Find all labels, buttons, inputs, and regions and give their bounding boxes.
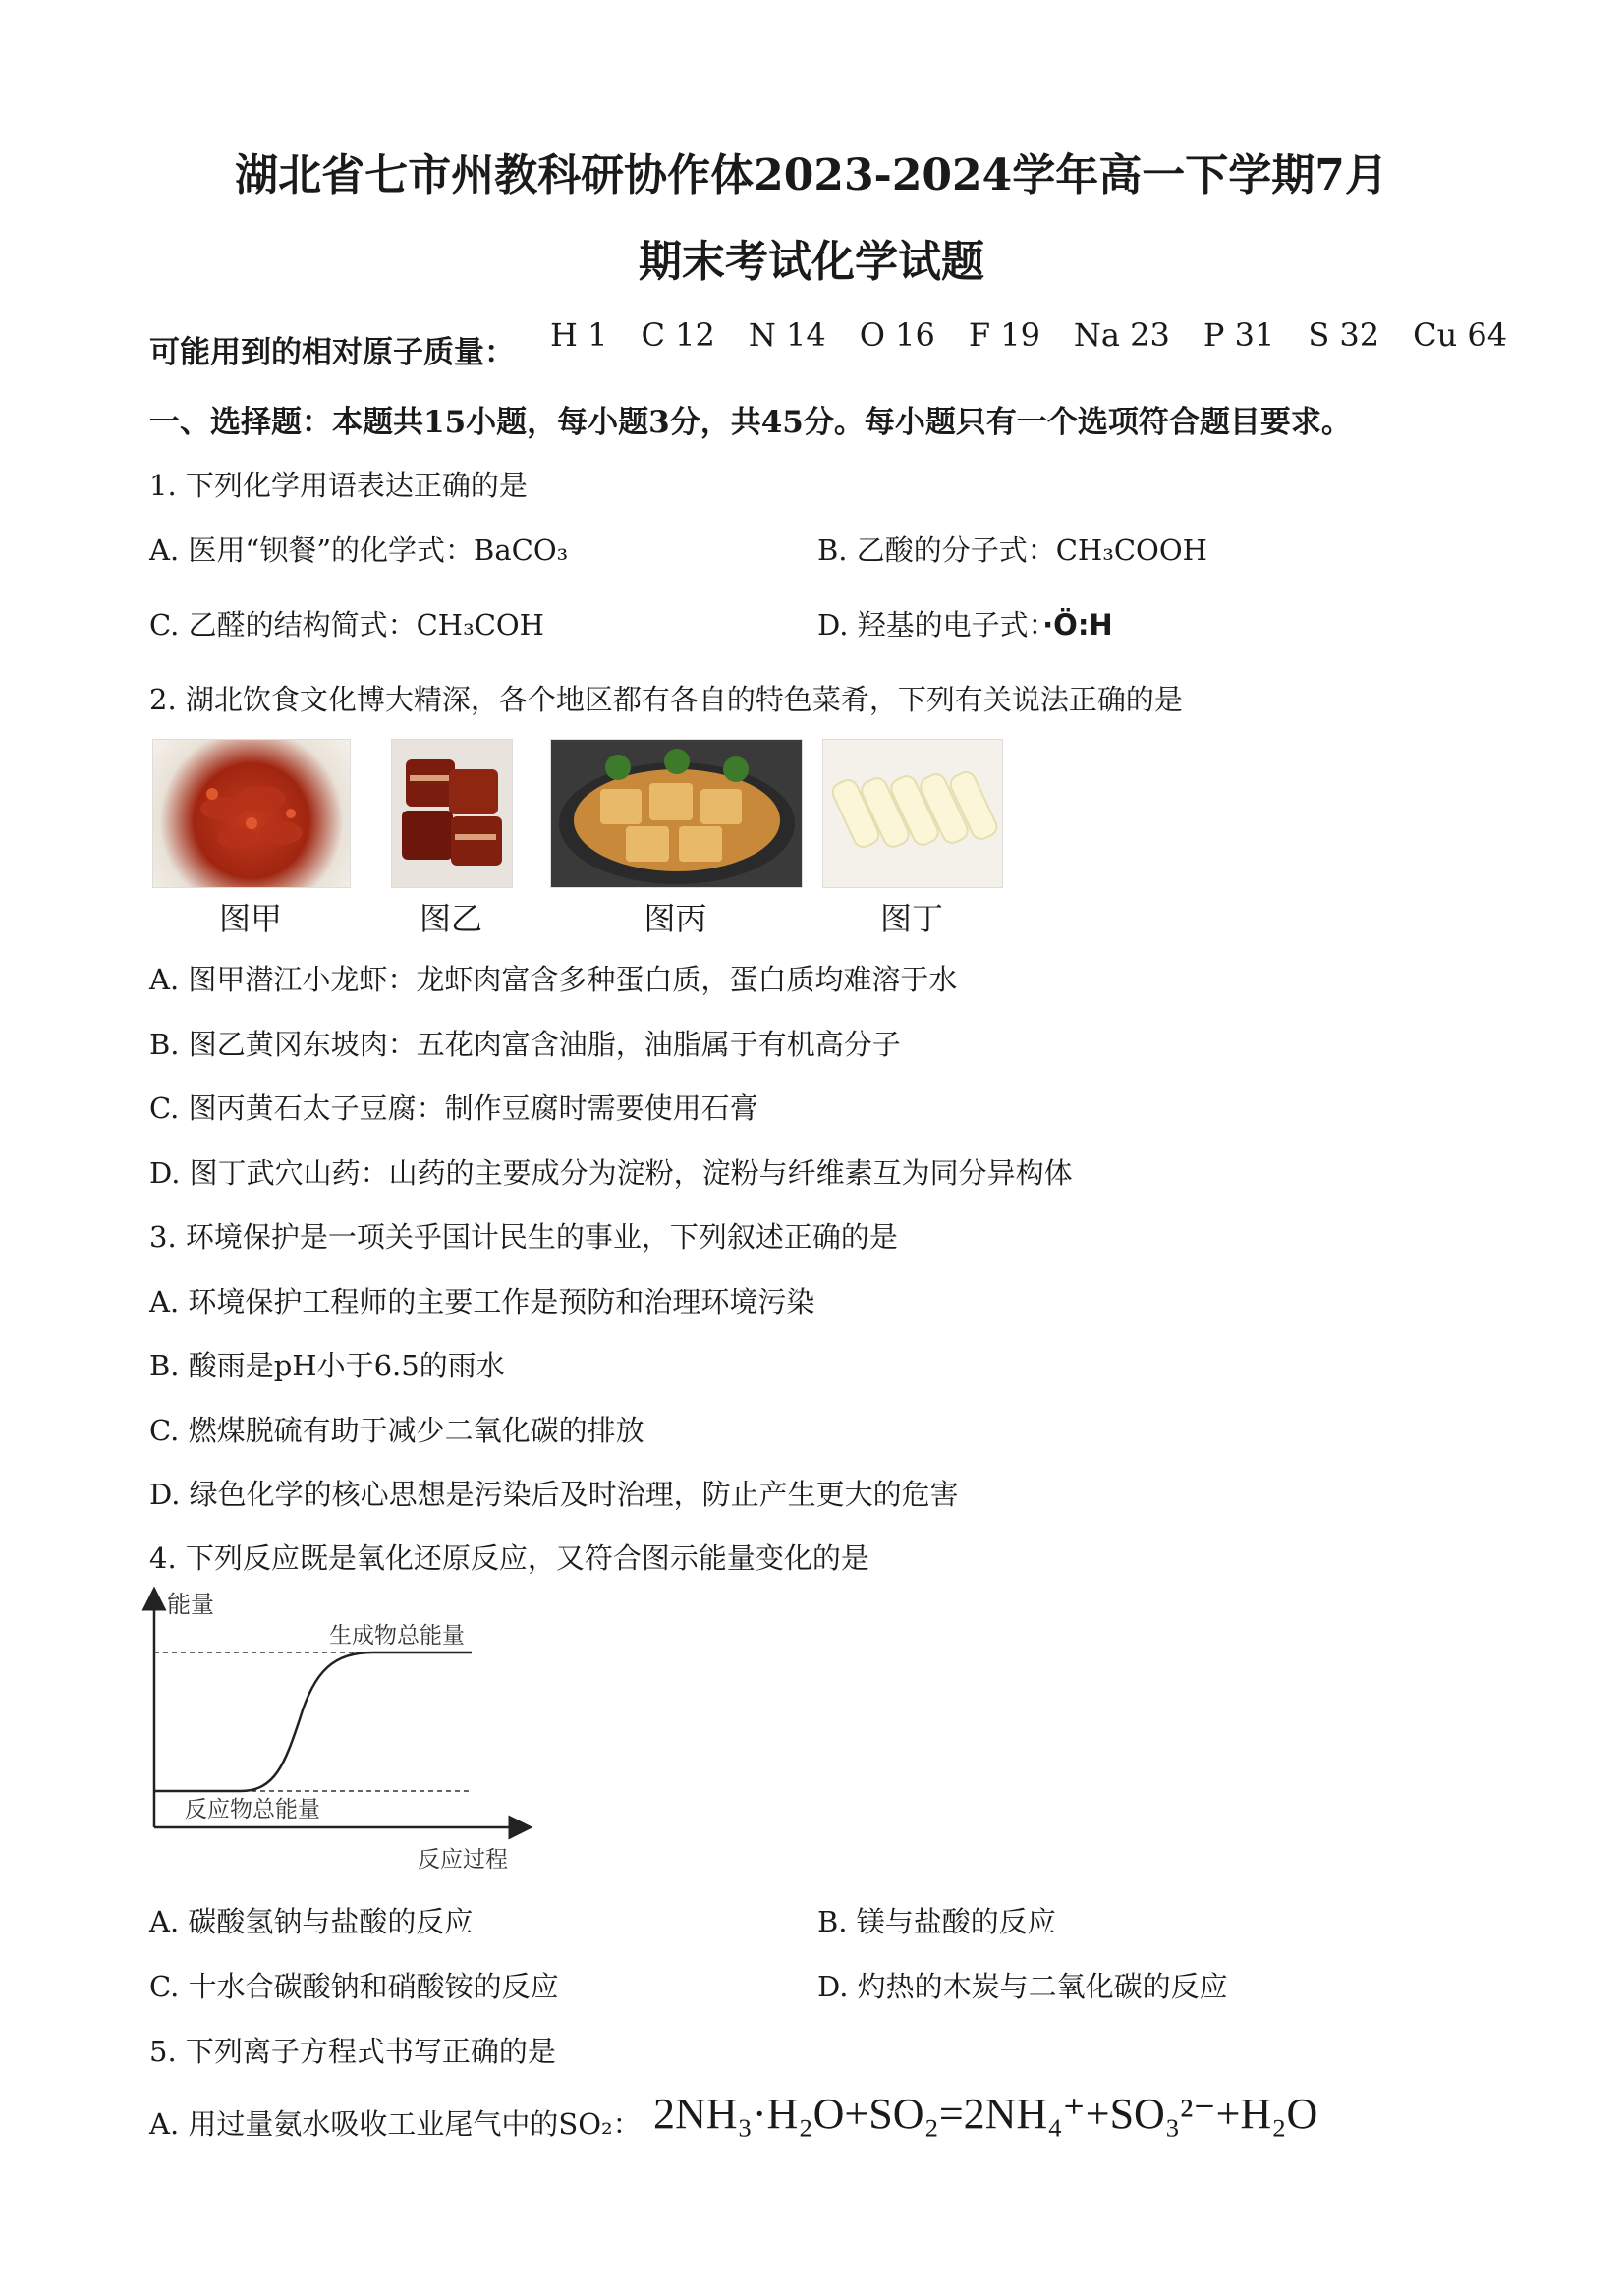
tofu-image <box>550 739 803 888</box>
q2-option-c: C. 图丙黄石太子豆腐：制作豆腐时需要使用石膏 <box>149 1092 758 1125</box>
q5-stem: 5. 下列离子方程式书写正确的是 <box>149 2035 556 2068</box>
q4-stem: 4. 下列反应既是氧化还原反应，又符合图示能量变化的是 <box>149 1541 869 1575</box>
q5-option-a: A. 用过量氨水吸收工业尾气中的SO₂： <box>149 2107 642 2141</box>
q1-option-d <box>817 603 1113 644</box>
atomic-mass-item: F 19 <box>968 316 1040 354</box>
tofu-illustration <box>551 740 802 887</box>
yam-image <box>822 739 1003 888</box>
caption-yi: 图乙 <box>419 900 482 937</box>
q3-option-a: A. 环境保护工程师的主要工作是预防和治理环境污染 <box>149 1285 815 1318</box>
energy-curve <box>154 1652 472 1791</box>
atomic-mass-item: Cu 64 <box>1413 316 1508 354</box>
product-energy-label: 生成物总能量 <box>329 1623 465 1649</box>
atomic-mass-item: C 12 <box>641 316 715 354</box>
q1-option-d-label: D. 羟基的电子式： <box>817 608 1043 642</box>
q1-stem: 1. 下列化学用语表达正确的是 <box>149 469 528 502</box>
y-axis-label: 能量 <box>167 1591 214 1618</box>
q1-option-b: B. 乙酸的分子式：CH₃COOH <box>817 533 1207 567</box>
q4-option-d: D. 灼热的木炭与二氧化碳的反应 <box>817 1970 1228 2003</box>
q5-option-a-equation: 2NH₃·H₂O+SO₂=2NH₄⁺+SO₃²⁻+H₂O <box>653 2090 1318 2138</box>
q1-option-c: C. 乙醛的结构简式：CH₃COH <box>149 608 544 642</box>
atomic-mass-item: N 14 <box>748 316 826 354</box>
dongpo-pork-image <box>391 739 513 888</box>
q3-option-d: D. 绿色化学的核心思想是污染后及时治理，防止产生更大的危害 <box>149 1478 959 1511</box>
yam-illustration <box>823 740 1002 887</box>
crayfish-image <box>152 739 351 888</box>
q3-option-b: B. 酸雨是pH小于6.5的雨水 <box>149 1349 505 1382</box>
energy-diagram <box>138 1587 550 1881</box>
q3-option-c: C. 燃煤脱硫有助于减少二氧化碳的排放 <box>149 1414 644 1447</box>
atomic-mass-item: P 31 <box>1203 316 1275 354</box>
page-title: 湖北省七市州教科研协作体2023-2024学年高一下学期7月 <box>235 150 1388 200</box>
atomic-mass-item: H 1 <box>550 316 608 354</box>
x-axis-label: 反应过程 <box>418 1847 508 1873</box>
atomic-mass-item: Na 23 <box>1073 316 1170 354</box>
hydroxyl-electron-formula: ·Ö:H <box>1042 608 1113 642</box>
q2-option-d: D. 图丁武穴山药：山药的主要成分为淀粉，淀粉与纤维素互为同分异构体 <box>149 1156 1073 1190</box>
q4-option-a: A. 碳酸氢钠与盐酸的反应 <box>149 1905 474 1938</box>
dongpo-pork-illustration <box>392 740 512 887</box>
atomic-mass-item: O 16 <box>859 316 935 354</box>
crayfish-illustration <box>153 740 350 887</box>
q4-option-b: B. 镁与盐酸的反应 <box>817 1905 1056 1938</box>
caption-ding: 图丁 <box>879 900 943 937</box>
atomic-mass-label: 可能用到的相对原子质量： <box>149 335 515 370</box>
caption-jia: 图甲 <box>218 900 282 937</box>
q4-option-c: C. 十水合碳酸钠和硝酸铵的反应 <box>149 1970 559 2003</box>
q2-option-a: A. 图甲潜江小龙虾：龙虾肉富含多种蛋白质，蛋白质均难溶于水 <box>149 963 958 996</box>
atomic-mass-item: S 32 <box>1308 316 1380 354</box>
q2-option-b: B. 图乙黄冈东坡肉：五花肉富含油脂，油脂属于有机高分子 <box>149 1028 901 1061</box>
caption-bing: 图丙 <box>644 900 707 937</box>
q1-option-a: A. 医用“钡餐”的化学式：BaCO₃ <box>149 533 569 567</box>
page-subtitle: 期末考试化学试题 <box>639 237 984 287</box>
section-heading: 一、选择题：本题共15小题，每小题3分，共45分。每小题只有一个选项符合题目要求。 <box>149 405 1352 440</box>
reactant-energy-label: 反应物总能量 <box>185 1797 320 1822</box>
q3-stem: 3. 环境保护是一项关乎国计民生的事业，下列叙述正确的是 <box>149 1220 898 1254</box>
atomic-mass-list <box>550 316 1540 354</box>
q2-stem: 2. 湖北饮食文化博大精深，各个地区都有各自的特色菜肴，下列有关说法正确的是 <box>149 683 1183 716</box>
